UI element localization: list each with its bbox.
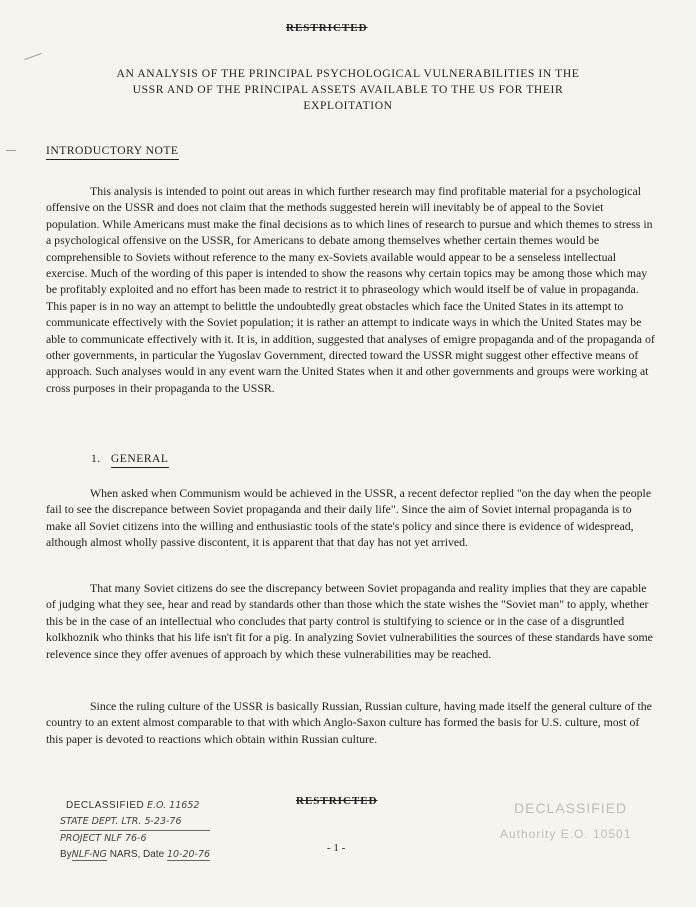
declass-eo: E.O. 11652	[147, 800, 200, 811]
paragraph-text: Since the ruling culture of the USSR is basically Russian, Russian culture, having made itself the general culture of the country to an extent almost comparable to that with which Anglo-Saxon culture has formed the basis for U.S. culture, most of this paper is devoted to reactions which obtain within Russian culture.	[46, 699, 652, 746]
document-title	[40, 66, 656, 114]
declass-project-line: PROJECT NLF 76-6	[60, 833, 147, 844]
corner-mark	[24, 53, 41, 60]
title-line: EXPLOITATION	[303, 99, 393, 112]
intro-paragraph	[46, 183, 656, 396]
faint-stamp-line: Authority E.O. 10501	[500, 827, 632, 841]
classification-stamp-top: RESTRICTED	[286, 22, 368, 34]
title-line: AN ANALYSIS OF THE PRINCIPAL PSYCHOLOGICAL VULNERABILITIES IN THE	[116, 67, 580, 80]
intro-heading-text: INTRODUCTORY NOTE	[46, 144, 179, 160]
margin-mark	[6, 150, 16, 151]
declass-by: By	[60, 849, 72, 860]
paragraph-text: That many Soviet citizens do see the discrepancy between Soviet propaganda and reality implies that they are capable of judging what they see, hear and read by standards other than those which the state wishes the "Soviet man" to apply, whether this be in the case of an intellectual who concludes that party control is stultifying to science or in the case of a disgruntled kolkhoznik who thinks that his life isn't fit for a pig. In analyzing Soviet vulnerabilities the sources of these standards have some relevence since they offer avenues of approach by which these vulnerabilities may be reached.	[46, 581, 653, 661]
paragraph-text: This analysis is intended to point out areas in which further research may find profitable material for a psychological offensive on the USSR and does not claim that the methods suggested herein will inevitably be of appeal to the Soviet population. While Americans must make the final decisions as to which lines of research to pursue and which themes to stress in a psychological offensive on the USSR, for Americans to debate among themselves whether certain themes would be comprehensible to Soviets without reference to the many ex-Soviets available would appear to be a senseless intellectual exercise. Much of the wording of this paper is intended to show the reasons why certain topics may be among those which may be profitably exploited and no effort has been made to restrict it to phraseology which would itself be of value in propaganda. This paper is in no way an attempt to belittle the undoubtedly great obstacles which face the United States in its attempt to communicate effectively with the Soviet population; it is rather an attempt to indicate ways in which the United States may be able to communicate effectively with it. It is, in addition, suggested that analyses of emigre propaganda and of the propaganda of other governments, in particular the Yugoslav Government, directed toward the USSR might suggest other effective means of approach. Such analyses would in any event warn the United States when it and other governments and groups were working at cross purposes in their propaganda to the USSR.	[46, 184, 655, 395]
faint-stamp-line: DECLASSIFIED	[514, 800, 628, 816]
declassification-stamp	[60, 798, 211, 863]
declass-by-initials: NLF-NG	[71, 849, 107, 860]
section-heading-text: GENERAL	[111, 452, 169, 468]
section-heading-general	[91, 452, 169, 465]
title-line: USSR AND OF THE PRINCIPAL ASSETS AVAILABLE TO THE US FOR THEIR	[132, 83, 564, 96]
faint-declassified-stamp	[500, 795, 631, 847]
section-number: 1.	[91, 452, 101, 465]
general-paragraph-3	[46, 698, 656, 747]
declass-label: DECLASSIFIED	[66, 800, 145, 811]
declass-authority-line: STATE DEPT. LTR. 5-23-76	[60, 814, 210, 831]
declass-by-line	[60, 847, 210, 863]
classification-stamp-bottom: RESTRICTED	[296, 795, 378, 807]
paragraph-text: When asked when Communism would be achieved in the USSR, a recent defector replied "on the day when the people fail to see the discrepance between Soviet propaganda and their daily life". Since the aim of Soviet internal propaganda is to make all Soviet citizens into the willing and enthusiastic tools of the state's policy and since there is evidence of widespread, although almost wholly passive discontent, it is apparent that that day has not yet arrived.	[46, 486, 652, 550]
declass-nars: NARS, Date	[109, 849, 165, 860]
general-paragraph-2	[46, 580, 656, 662]
intro-heading	[46, 144, 179, 157]
general-paragraph-1	[46, 485, 656, 551]
page-number: - 1 -	[327, 842, 346, 854]
declass-date: 10-20-76	[166, 849, 211, 860]
